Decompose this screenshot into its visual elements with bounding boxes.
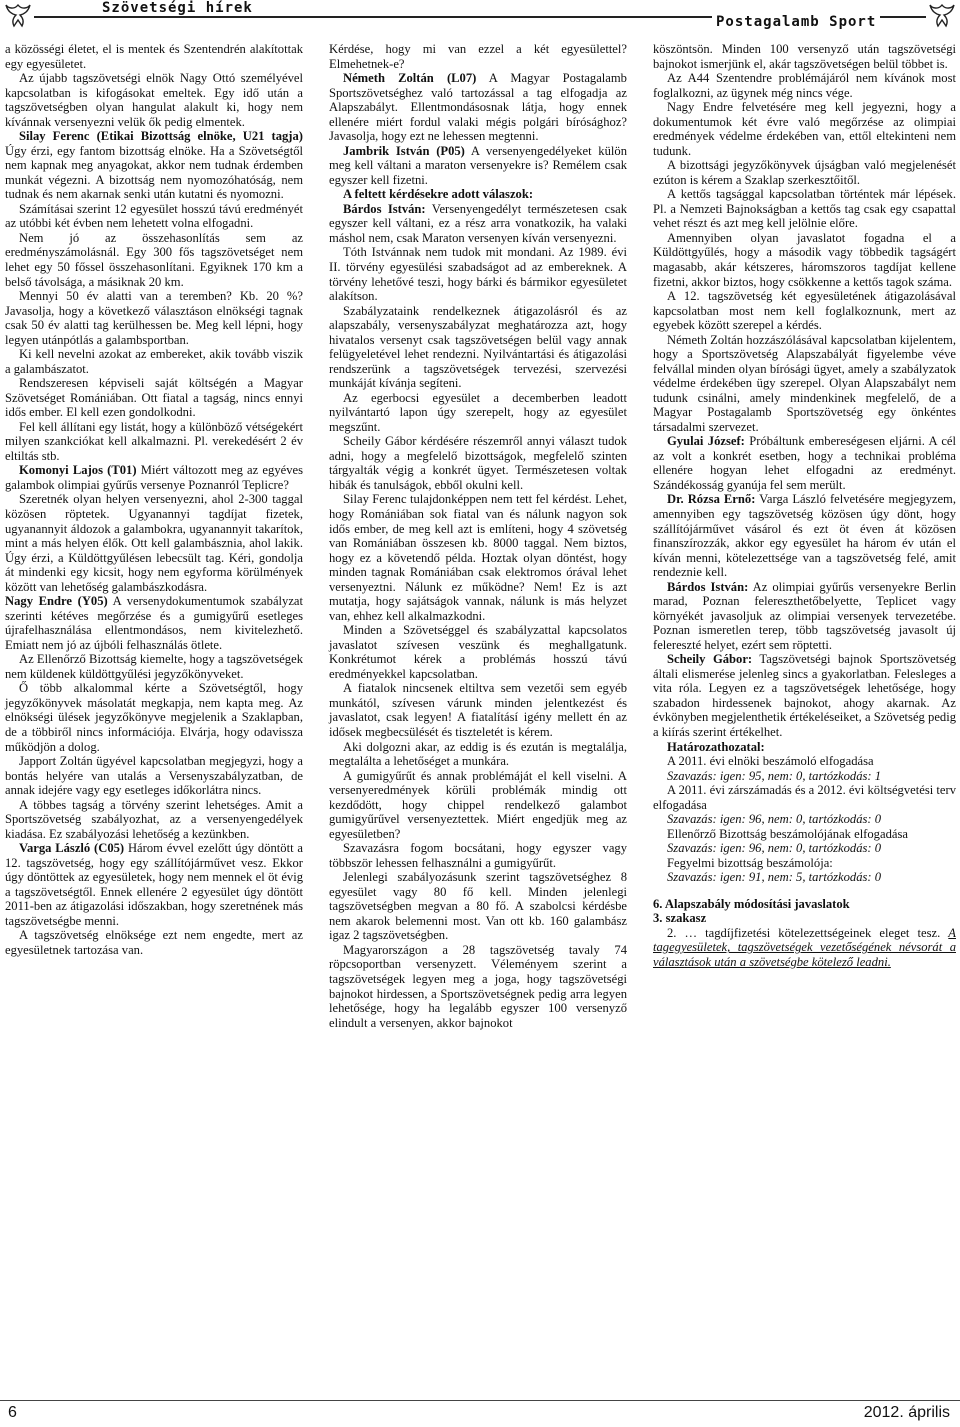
paragraph: Szeretnék olyan helyen versenyezni, ahol 2-300 taggal közösen röptetek. Ugyanannyi tagdíjat fizetek, ugyanannyit áldozok a galambokra, ugyanannyit takarítok, mint a más helyen élők. Ott kell galambásznia, ahol lakik. Úgy érzi, a Küldöttgyűlésen lebecsült tag. Kéri, gondolja át mindenki egy kicsit, hogy nem egyforma körülmények között van lehetőség galambászkodásra. — [5, 492, 303, 594]
paragraph: Amennyiben olyan javaslatot fogadna el a Küldöttgyűlés, hogy a második vagy többedik tagságért magasabb, akár kétszeres, háromszoros tagdíjat kellene fizetni, akkor biztos, hogy csökkenne a kettős tagok száma. — [653, 230, 956, 289]
paragraph: Számításai szerint 12 egyesület hosszú távú eredményét az utóbbi két évben nem lehetett volna elfogadni. — [5, 201, 303, 231]
paragraph: Jelenlegi szabályozásunk szerint tagszövetséghez 8 egyesület vagy 80 fő kell. Minden jelenlegi tagszövetségben megvan a 80 fő. A szabolcsi kérdésbe nem akarok belemenni most. Van ott kb. 160 galambász igaz 2 tagszövetségben. — [329, 870, 627, 943]
page-footer — [0, 1400, 960, 1427]
issue-date: 2012. április — [863, 1404, 950, 1421]
resolution-item: A 2011. évi zárszámadás és a 2012. évi költségvetési terv elfogadása — [653, 783, 956, 812]
paragraph: Komonyi Lajos (T01) Miért változott meg az egyéves galambok olimpiai gyűrűs versenye Poznanról Teplicre? — [5, 463, 303, 492]
page-number: 6 — [8, 1404, 17, 1421]
section-title: Szövetségi hírek — [98, 0, 257, 16]
speaker-name: Jambrik István (P05) — [343, 143, 465, 158]
resolution-item: A 2011. évi elnöki beszámoló elfogadása — [667, 754, 874, 769]
speaker-name: Bárdos István: — [667, 579, 749, 594]
vote-result: Szavazás: igen: 95, nem: 0, tartózkodás: 1 — [667, 768, 882, 783]
speaker-name: Dr. Rózsa Ernő: — [667, 492, 756, 507]
paragraph: Az A44 Szentendre problémájáról nem kívánok most foglalkozni, az ügynek még nincs vége. — [653, 71, 956, 100]
paragraph: Silay Ferenc tulajdonképpen nem tett fel kérdést. Lehet, hogy Romániában sok fiatal van és nálunk nagyon sok idős ember, de meg kell azt is említeni, hogy 4 szövetség van Romániában összesen kb. 8000 taggal. Nem biztos, hogy ez a követendő példa. Hoztak olyan döntést, hogy minden tagnak Romániában csak elektromos órával lehet versenyeztni. Nálunk ez működne? Nem! Ez is azt mutatja, hogy sajátságok vannak, nálunk is más helyzet van, ehhez kell alkalmazkodni. — [329, 492, 627, 623]
paragraph: Japport Zoltán ügyével kapcsolatban megjegyzi, hogy a bontás helyére van utalás a Versenyszabályzatban, de annak idejére vagy egy esetleges időkorlátra nincs. — [5, 754, 303, 798]
paragraph: Ki kell nevelni azokat az embereket, akik tovább viszik a galambászatot. — [5, 347, 303, 376]
paragraph: Minden a Szövetséggel és szabályzattal kapcsolatos javaslatot szívesen veszünk és meghallgatunk. Konkrétumot kérek a problémás hosszú távú eredményekkel kapcsolatban. — [329, 623, 627, 681]
column-3 — [653, 42, 956, 969]
pigeon-logo-icon — [928, 2, 956, 28]
paragraph: Gyulai József: Próbáltunk embereségesen eljárni. A cél az volt a konkrét esetben, hogy a technikai probléma ellenére hogyan lehet elfogadni az eredményt. Szándékosság gyanúja fel sem merült. — [653, 434, 957, 492]
paragraph: A bizottsági jegyzőkönyvek újságban való megjelenését ezúton is kérem a Szaklap szerkesztőitől. — [653, 158, 956, 187]
paragraph: Aki dolgozni akar, az eddig is és ezután is megtalálja, megtalálta a lehetőséget a munkára. — [329, 739, 627, 769]
paragraph: Bárdos István: Az olimpiai gyűrűs versenyekre Berlin marad, Poznan felereszthetőbelyette, Teplicet vagy környékét javasoljuk az olimpiai versenyek tervezetébe. Poznan ismeretlen terep, több tagszövetség javasolt új felereszté helyet, ezért sem röptetti. — [653, 579, 956, 652]
paragraph: Scheily Gábor kérdésére részemről annyi választ tudok adni, hogy a megfelelő bizottságok, megfelelő szinten tárgyalták végig a konkrét ügyet. Természetesen voltak hibák és tanulságok, ebből okulni kell. — [329, 434, 627, 492]
paragraph: Fel kell állítani egy listát, hogy a különböző vétségekért milyen szankciókat kell alkalmazni. Pl. verekedésért 2 év eltiltás stb. — [5, 419, 303, 463]
magazine-title: Postagalamb Sport — [712, 14, 880, 30]
paragraph: Az újabb tagszövetségi elnök Nagy Ottó személyével kapcsolatban is kifogásokat emeltek. Egy idő után a tagszövetségben olyan hangulat alakult ki, hogy nem kívánnak versenyezni velük ők pedig elmentek. — [5, 71, 303, 129]
speaker-name: Nagy Endre (Y05) — [5, 594, 108, 609]
paragraph: Nem jó az összehasonlítás sem az eredményszámolásnál. Egy 300 fős tagszövetséget nem lehet egy 50 főssel összehasonlítani. Egyiknek 170 km a belső távolsága, a másiknak 20 km. — [5, 230, 303, 289]
vote-result: Szavazás: igen: 91, nem: 5, tartózkodás: 0 — [667, 870, 882, 885]
paragraph: 2. … tagdíjfizetési kötelezettségeinek eleget tesz. A tagegyesületek, tagszövetségek vezetőségének névsorát a választások után a szövetségbe kötelező leadni. — [653, 925, 956, 969]
paragraph: Nagy Endre (Y05) A versenydokumentumok szabályzat szerinti kétéves megőrzése és a gumigyűrű esetleges újrafelhasználása ellentmondásos, nem kivitelezhető. Emiatt nem jó az újbóli felhasználás ötlete. — [5, 594, 304, 652]
paragraph: Kérdése, hogy mi van ezzel a két egyesülettel? Elmehetnek-e? — [329, 42, 627, 71]
resolution-item: Ellenőrző Bizottság beszámolójának elfogadása — [667, 826, 908, 841]
paragraph: Magyarországon a 28 tagszövetség tavaly 74 röpcsoportban versenyzett. Véleményem szerint a tagszövetségek legyen meg a joga, hogy tagszövetségi bajnokot hirdessen, a Sportszövetségnek pedig arra legyen lehetősége, hogy ha legalább egyszer 100 versenyző elindult a versenyen, akkor bajnokot — [329, 942, 627, 1030]
speaker-name: Varga László (C05) — [19, 841, 125, 856]
paragraph: Szabályzataink rendelkeznek átigazolásról és az alapszabály, versenyszabályzat meghatározza azt, hogy hivatalos versenyt csak tagszövetségen belül vagy annak felügyeletével lehet rendezni. Nyilvántartási és átigazolási rendszerünk a tagszövetségek tervezési, szervezési munkáját kívánja segíteni. — [329, 303, 627, 391]
speaker-name: Bárdos István: — [343, 201, 426, 216]
spacer — [653, 885, 956, 897]
paragraph: Nagy Endre felvetésére meg kell jegyezni, hogy a dokumentumok két évre való megőrzése az olimpiai eredmények védelme érdekében van, ettől eltekinteni nem tudunk. — [653, 100, 956, 158]
paragraph: Tóth Istvánnak nem tudok mit mondani. Az 1989. évi II. törvény egyesülési szabadságot ad az embereknek. A törvény lehetővé teszi, hogy bárki és bármikor egyesületet alakítson. — [329, 245, 627, 304]
paragraph: köszöntsön. Minden 100 versenyző után tagszövetségi bajnokot ismerjünk el, akár tagszövetségen belül többet is. — [653, 42, 956, 71]
paragraph: Az Ellenőrző Bizottság kiemelte, hogy a tagszövetségek nem küldenek küldöttgyűlési jegyzőkönyveket. — [5, 652, 303, 681]
speaker-name: Silay Ferenc (Etikai Bizottság elnöke, U21 tagja) — [19, 129, 303, 144]
paragraph: Németh Zoltán (L07) A Magyar Postagalamb Sportszövetséghez való tartozással a tag elfogadja az Alapszabályt. Ellentmondásosnak látja, hogy ennek ellenére miért fordul valaki mégis polgári bírósághoz? Javasolja, hogy ezt ne lehessen megtenni. — [329, 71, 627, 144]
column-1 — [5, 42, 303, 957]
section-heading: 6. Alapszabály módosítási javaslatok — [653, 896, 850, 911]
paragraph: A kettős tagsággal kapcsolatban történtek már lépések. Pl. a Nemzeti Bajnokságban a kettős tag csak egy csapattal vehet részt és azt meg kell jelölnie előre. — [653, 187, 956, 231]
paragraph: Dr. Rózsa Ernő: Varga László felvetésére megjegyzem, amennyiben egy tagszövetség közösen úgy dönt, hogy szállítójárművet vásárol és ezt öt éven át közösen finanszírozzák, akkor egy egyesület ha három év után el kíván menni, kötelezettsége van a tagszövetség felé, amit rendeznie kell. — [653, 492, 956, 580]
vote-result: Szavazás: igen: 96, nem: 0, tartózkodás: 0 — [667, 812, 882, 827]
speaker-name: Gyulai József: — [667, 434, 745, 449]
page-header — [0, 0, 960, 34]
paragraph: Az egerbocsi egyesület a decemberben leadott nyilvántartó lapon úgy szerepelt, hogy az egyesület megszűnt. — [329, 390, 627, 434]
paragraph: Jambrik István (P05) A versenyengedélyeket külön meg kell váltani a maraton versenyekre is? Remélem csak egyszer kell fizetni. — [329, 143, 627, 187]
paragraph: A 12. tagszövetség két egyesületének átigazolásával kapcsolatban most nem kell foglalkoznunk, mert az egyebek között szerepel a kérdés. — [653, 289, 956, 333]
vote-result: Szavazás: igen: 96, nem: 0, tartózkodás: 0 — [667, 841, 882, 856]
paragraph: A gumigyűrűt és annak problémáját el kell viselni. A versenyeredmények körüli problémák mindig ott kezdődött, hogy chippel rendelkező galambot gumigyűrűvel versenyeztettek. Miért engedjük meg az egyesületben? — [329, 768, 627, 841]
section-heading: A feltett kérdésekre adott válaszok: — [343, 187, 534, 202]
footer-rule — [0, 1400, 960, 1401]
column-2 — [329, 42, 627, 1030]
resolution-item: Fegyelmi bizottság beszámolója: — [667, 855, 833, 870]
paragraph: A többes tagság a törvény szerint lehetséges. Amit a Sportszövetség szabályozhat, az a versenyengedélyek kiadása. Ez szabályozási lehetőség a kezünkben. — [5, 797, 303, 841]
paragraph: Silay Ferenc (Etikai Bizottság elnöke, U21 tagja) Úgy érzi, egy fantom bizottság elnöke. Ha a Szövetségtől nem kapnak meg anyagokat, akkor nem tudnak érdemben munkát végezni. A bizottság nem nyomozóhatóság, nem tudnak és nem akarnak senki után kutatni és nyomozni. — [5, 129, 303, 202]
paragraph: A fiatalok nincsenek eltiltva sem vezetői sem egyéb munkától, szívesen várunk minden jelentkezést és javaslatot, csak legyen! A fiatalításí igény mellett én az idősek megbecsülését és tiszteletét is kérem. — [329, 681, 627, 739]
speaker-name: Scheily Gábor: — [667, 652, 753, 667]
speaker-name: Komonyi Lajos (T01) — [19, 463, 137, 478]
resolutions-heading: Határozathozatal: — [667, 739, 765, 754]
paragraph: a közösségi életet, el is mentek és Szentendrén alakítottak egy egyesületet. — [5, 42, 303, 71]
paragraph: Scheily Gábor: Tagszövetségi bajnok Sportszövetség általi elismerése jelenleg sincs a gyakorlatban. Felesleges a vita róla. Legyen ez a tagszövetségek lehetősége, hogy szabadon hirdessenek bajnokot, ahogy akarnak. Az évkönyben megjelenthetik értékeléseiket, a Szövetség pedig a kiírás szerint értékelhet. — [653, 652, 957, 739]
paragraph: Varga László (C05) Három évvel ezelőtt úgy döntött a 12. tagszövetség, hogy egy szállítójárművet vesz. Ekkor úgy döntöttek az egyesületek, hogy nem mennek el öt évig a tagszövetségtől. Ennek ellenére 2 egyesület úgy döntött 2011-ben az átigazolási időszakban, hogy szeretnének más tagszövetségbe menni. — [5, 841, 303, 928]
speaker-name: Németh Zoltán (L07) — [343, 71, 477, 86]
section-subheading: 3. szakasz — [653, 911, 707, 926]
paragraph: Németh Zoltán hozzászólásával kapcsolatban kijelentem, hogy a Sportszövetség Alapszabályát figyelembe véve felvállal minden olyan bírósági ügyet, amely a szabályzatok védelme érdekében ügy szerepel. Olyan Alapszabályt nem tudunk csinálni, amely mindenkinek megfelelő, de a Magyar Postagalamb Sportszövetség egy önkéntes társadalmi szervezet. — [653, 332, 956, 434]
amendment-text: A tagegyesületek, tagszövetségek vezetőségének névsorát a választások után a szövetségbe kötelező leadni. — [653, 925, 956, 969]
paragraph: Bárdos István: Versenyengedélyt természetesen csak egyszer kell váltani, ez a rész arra vonatkozik, ha valaki máshol nem, csak Maraton versenyen kíván versenyezni. — [329, 201, 627, 245]
paragraph: Szavazásra fogom bocsátani, hogy egyszer vagy többször lehessen felhasználni a gumigyűrűt. — [329, 841, 627, 870]
paragraph: A tagszövetség elnöksége ezt nem engedte, mert az egyesületnek tartozása van. — [5, 928, 303, 957]
paragraph: Mennyi 50 év alatti van a teremben? Kb. 20 %? Javasolja, hogy a következő választáson elnökségi tagnak csak 50 év alatti tag kerülhessen be. Meg kell lépni, hogy legyen utánpótlás a galambsportban. — [5, 289, 303, 347]
paragraph: Ő több alkalommal kérte a Szövetségtől, hogy jegyzőkönyvek másolatát megkapja, nem kapta meg. Az elnökségi ülések jegyzőkönyve megjelenik a Szaklapban, de a többiről nincs információja. Elvárja, hogy odavissza működjön a dolog. — [5, 681, 303, 754]
pigeon-logo-icon — [4, 2, 32, 28]
paragraph: Rendszeresen képviseli saját költségén a Magyar Szövetséget Romániában. Ott fiatal a tagság, nincs ennyi idős ember. El kell ezen gondolkodni. — [5, 376, 303, 420]
